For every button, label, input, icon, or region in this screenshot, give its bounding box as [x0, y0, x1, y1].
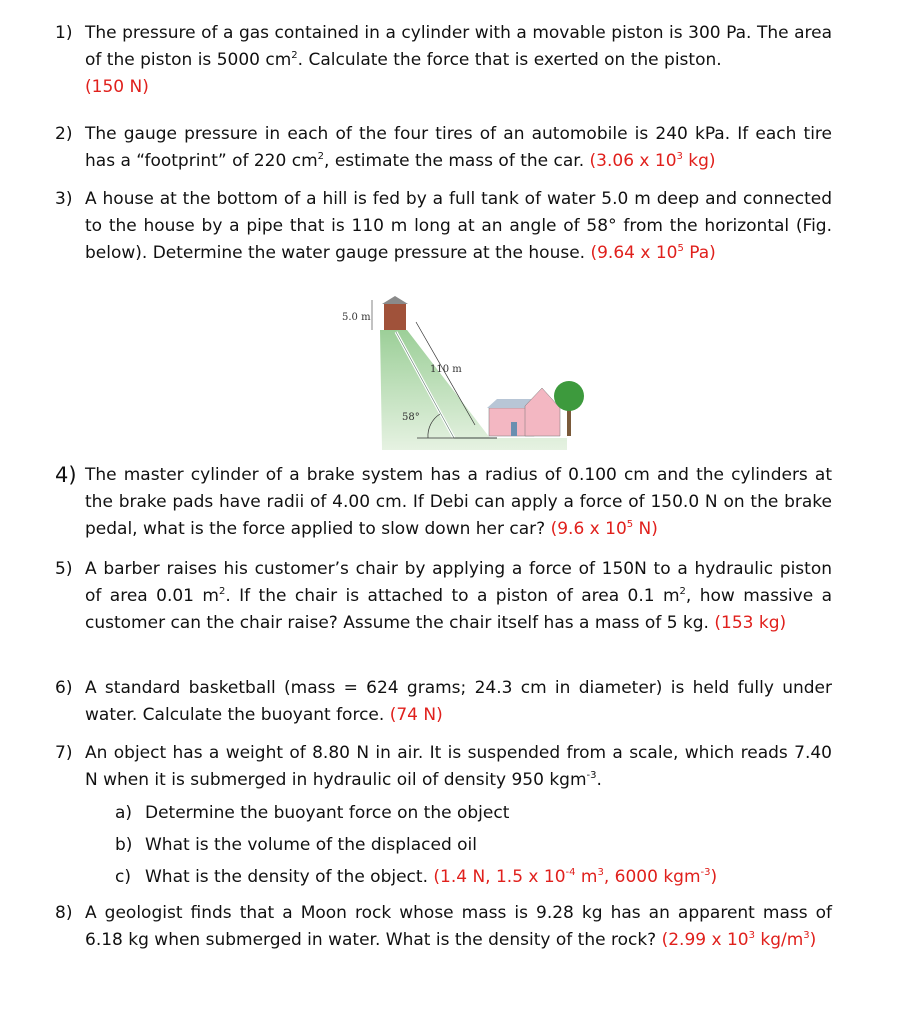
part-text — [145, 867, 717, 887]
answer-text: (74 N) — [389, 705, 443, 725]
answer-text: -3 — [700, 867, 711, 878]
text-segment: A barber raises his customer’s chair by applying a force of 150N to a hydraulic piston of area 0.01 m — [85, 559, 832, 606]
question-text — [85, 462, 832, 543]
question-6 — [55, 675, 832, 729]
question-number: 5) — [55, 559, 73, 579]
answer-text: 5 — [677, 243, 684, 254]
answer-text: ) — [809, 930, 817, 950]
question-text — [85, 20, 832, 101]
answer-text: 5 — [626, 519, 634, 530]
question-2 — [55, 121, 832, 175]
text-segment: , how massive a customer can the chair raise? Assume the chair itself has a mass of 5 kg. — [85, 586, 832, 633]
text-segment: A geologist finds that a Moon rock whose mass is 9.28 kg has an apparent mass of 6.18 kg when submerged in water. What is the density of the rock? — [85, 903, 832, 950]
text-segment: A house at the bottom of a hill is fed by a full tank of water 5.0 m deep and connected to the house by a pipe that is 110 m long at an angle of 58° from the horizontal (Fig. below). Determine the water gauge pressure at the house. — [85, 189, 832, 263]
question-text — [85, 900, 832, 954]
answer-text: ) — [710, 867, 718, 887]
answer-text: N) — [633, 519, 658, 539]
question-7-part-a — [115, 800, 509, 827]
answer-text: kg) — [682, 151, 716, 171]
superscript: 2 — [218, 586, 226, 597]
question-8 — [55, 900, 832, 954]
question-7-part-c — [115, 864, 717, 891]
answer-text: , 6000 kgm — [603, 867, 701, 887]
answer-text: Pa) — [683, 243, 716, 263]
answer-text: kg/m — [754, 930, 804, 950]
question-number: 1) — [55, 23, 73, 43]
question-text — [85, 740, 832, 794]
superscript: -3 — [586, 770, 597, 781]
answer-text: m — [575, 867, 598, 887]
text-segment: A standard basketball (mass = 624 grams; 24.3 cm in diameter) is held fully under water. Calculate the buoyant force. — [85, 678, 832, 725]
text-segment: , estimate the mass of the car. — [324, 151, 590, 171]
question-text — [85, 556, 832, 637]
text-segment: . — [596, 770, 602, 790]
tank-height-label: 5.0 m — [342, 312, 371, 323]
question-7 — [55, 740, 832, 794]
question-number: 7) — [55, 743, 73, 763]
text-segment: What is the volume of the displaced oil — [145, 835, 477, 855]
pipe-length-label: 110 m — [430, 364, 462, 375]
answer-text: (3.06 x 10 — [589, 151, 677, 171]
question-4 — [55, 462, 832, 543]
text-segment: What is the density of the object. — [145, 867, 434, 887]
answer-text: 3 — [676, 151, 683, 162]
question-number: 8) — [55, 903, 73, 923]
question-number: 4) — [55, 463, 77, 487]
text-segment: The gauge pressure in each of the four tires of an automobile is 240 kPa. If each tire has a “footprint” of 220 cm — [85, 124, 832, 171]
part-label: c) — [115, 867, 131, 887]
text-segment: . Calculate the force that is exerted on the piston. — [297, 50, 722, 70]
answer-text: -4 — [565, 867, 576, 878]
answer-text: (9.6 x 10 — [550, 519, 627, 539]
angle-label: 58° — [402, 412, 420, 423]
text-segment: The pressure of a gas contained in a cylinder with a movable piston is 300 Pa. The area of the piston is 5000 cm — [85, 23, 832, 70]
part-text — [145, 803, 509, 823]
question-5 — [55, 556, 832, 637]
answer-text: (150 N) — [85, 77, 149, 97]
part-text — [145, 835, 477, 855]
text-segment: An object has a weight of 8.80 N in air. It is suspended from a scale, which reads 7.40 N when it is submerged in hydraulic oil of density 950 kgm — [85, 743, 832, 790]
superscript: 2 — [291, 50, 298, 61]
superscript: 2 — [679, 586, 686, 597]
answer-text: 3 — [748, 930, 755, 941]
house — [487, 388, 560, 436]
question-text — [85, 121, 832, 175]
text-segment: Determine the buoyant force on the object — [145, 803, 510, 823]
part-label: a) — [115, 803, 133, 823]
part-label: b) — [115, 835, 133, 855]
text-segment: The master cylinder of a brake system has a radius of 0.100 cm and the cylinders at the brake pads have radii of 4.00 cm. If Debi can apply a force of 150.0 N on the brake pedal, what is the force applied to slow down her car? — [85, 465, 832, 539]
question-number: 6) — [55, 678, 73, 698]
water-tank — [382, 296, 408, 330]
question-7-part-b — [115, 832, 477, 859]
hill-water-tank-figure — [312, 288, 602, 456]
answer-text: 3 — [597, 867, 604, 878]
question-1 — [55, 20, 832, 101]
text-segment: . If the chair is attached to a piston of area 0.1 m — [225, 586, 680, 606]
answer-text: 3 — [803, 930, 810, 941]
answer-text: (9.64 x 10 — [590, 243, 678, 263]
question-number: 3) — [55, 189, 73, 209]
question-number: 2) — [55, 124, 73, 144]
question-text — [85, 186, 832, 267]
question-text — [85, 675, 832, 729]
question-3 — [55, 186, 832, 267]
answer-text: (1.4 N, 1.5 x 10 — [433, 867, 566, 887]
superscript: 2 — [317, 151, 325, 162]
answer-text: (2.99 x 10 — [661, 930, 749, 950]
answer-text: (153 kg) — [714, 613, 787, 633]
